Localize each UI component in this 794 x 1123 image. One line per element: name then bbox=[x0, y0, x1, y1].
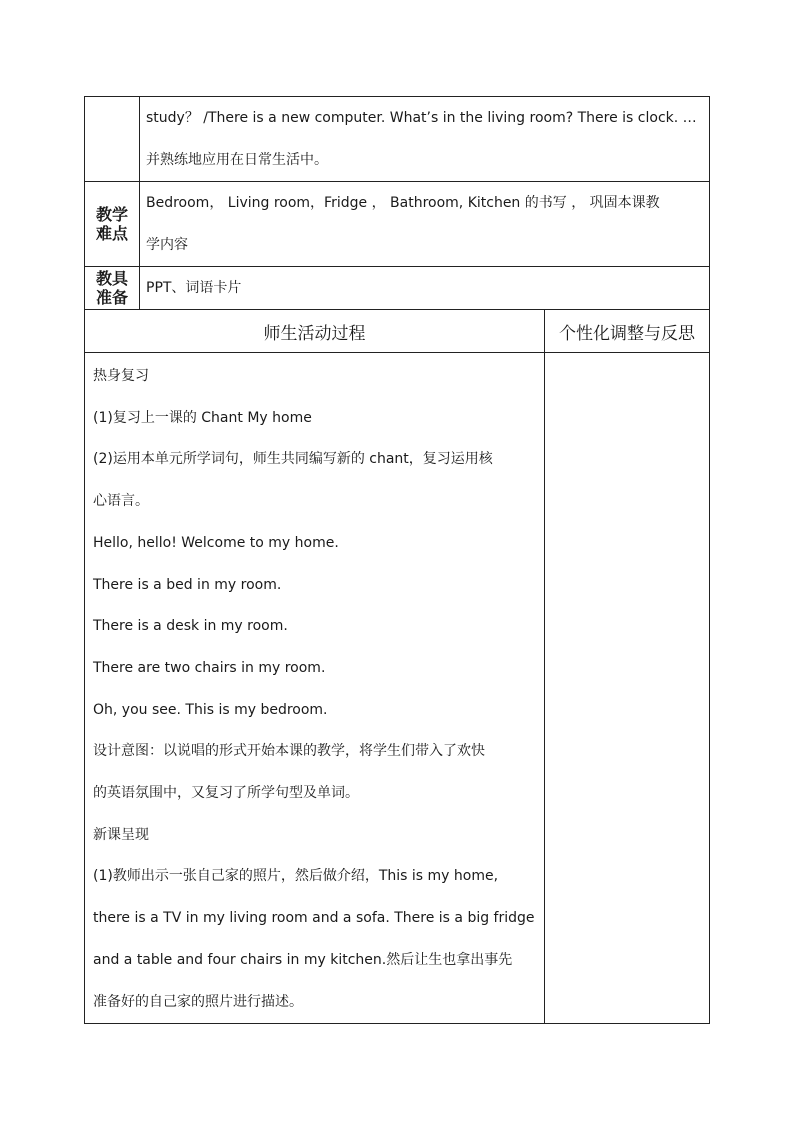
materials-label-line: 准备 bbox=[95, 288, 128, 307]
process-line: 的英语氛围中，又复习了所学句型及单词。 bbox=[93, 785, 359, 802]
process-line: There is a desk in my room. bbox=[93, 618, 288, 635]
process-line: Oh, you see. This is my bedroom. bbox=[93, 701, 328, 718]
reflection-header: 个性化调整与反思 bbox=[545, 310, 710, 353]
process-row bbox=[85, 353, 710, 1024]
process-line: and a table and four chairs in my kitchen.然后让生也拿出事先 bbox=[93, 951, 513, 968]
difficulty-row bbox=[85, 182, 710, 267]
materials-label bbox=[85, 267, 140, 310]
process-line: (1)教师出示一张自己家的照片，然后做介绍，This is my home, bbox=[93, 868, 499, 885]
objectives-content-cell bbox=[140, 97, 710, 182]
process-line: (1)复习上一课的 Chant My home bbox=[93, 409, 312, 426]
process-line: 设计意图：以说唱的形式开始本课的教学，将学生们带入了欢快 bbox=[93, 743, 485, 760]
objectives-line: 并熟练地应用在日常生活中。 bbox=[146, 152, 328, 168]
process-line: there is a TV in my living room and a sofa. There is a big fridge bbox=[93, 910, 535, 927]
objectives-row bbox=[85, 97, 710, 182]
reflection-content-cell bbox=[545, 353, 710, 1024]
lesson-plan-page bbox=[84, 96, 709, 1024]
materials-text: PPT、词语卡片 bbox=[146, 280, 242, 296]
process-line: 热身复习 bbox=[93, 368, 149, 384]
section-header-row bbox=[85, 310, 710, 353]
difficulty-label-line: 难点 bbox=[95, 224, 128, 243]
difficulty-line: 学内容 bbox=[146, 237, 188, 253]
objectives-label-cell bbox=[85, 97, 140, 182]
process-line: (2)运用本单元所学词句，师生共同编写新的 chant，复习运用核 bbox=[93, 451, 493, 468]
process-line: 心语言。 bbox=[93, 493, 149, 510]
materials-row bbox=[85, 267, 710, 310]
process-lines bbox=[93, 356, 536, 1023]
materials-label-line: 教具 bbox=[95, 269, 128, 288]
difficulty-label bbox=[85, 182, 140, 267]
process-line: 准备好的自己家的照片进行描述。 bbox=[93, 993, 303, 1010]
difficulty-content-cell bbox=[140, 182, 710, 267]
objectives-line: study？ /There is a new computer. What’s in the living room? There is clock. … bbox=[146, 110, 697, 126]
process-line: Hello, hello! Welcome to my home. bbox=[93, 534, 339, 551]
process-header: 师生活动过程 bbox=[85, 310, 545, 353]
process-line: There is a bed in my room. bbox=[93, 576, 282, 593]
process-line: 新课呈现 bbox=[93, 826, 149, 843]
difficulty-label-line: 教学 bbox=[95, 205, 128, 224]
difficulty-line: Bedroom， Living room，Fridge ， Bathroom, Kitchen 的书写 ， 巩固本课教 bbox=[146, 195, 660, 211]
materials-content-cell bbox=[140, 267, 710, 310]
process-line: There are two chairs in my room. bbox=[93, 659, 326, 676]
process-content-cell bbox=[85, 353, 545, 1024]
lesson-plan-table bbox=[84, 96, 710, 1024]
